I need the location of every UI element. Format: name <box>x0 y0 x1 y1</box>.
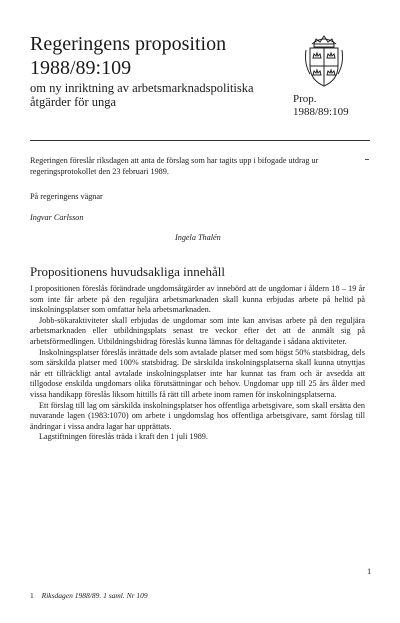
summary-paragraph: Ett förslag till lag om särskilda inskolningsplatser hos offentliga arbetsgivare, som skall ersätta den nuvarande lagen (1983:1070) om arbete i ungdomslag hos offentliga arbetsgivare, samt förslag till ändringar i vissa andra lagar har upprättats. <box>30 400 365 431</box>
document-subtitle: om ny inriktning av arbetsmarknadspolitiska åtgärder för unga <box>30 81 254 109</box>
summary-paragraph: Jobb-sökaraktiviteter skall erbjudas de ungdomar som inte kan anvisas arbete på den reguljära arbetsmarknaden eller utbildningsplats senast tre veckor efter det att de anmält sig på arbetsförmedlingen. Utbildningsbidrag föreslås kunna lämnas för deltagande i sådana aktiviteter. <box>30 315 365 346</box>
summary-body <box>30 284 365 443</box>
intro-text: Regeringen föreslår riksdagen att anta de förslag som har tagits upp i bifogade utdrag ur regeringsprotokollet den 23 februari 1989. <box>30 156 319 176</box>
margin-mark <box>365 159 369 160</box>
signature-minister: Ingela Thalén <box>175 233 221 242</box>
prop-label: Prop. <box>293 93 317 105</box>
footer-reference: Riksdagen 1988/89. 1 saml. Nr 109 <box>41 591 148 600</box>
document-title: Regeringens proposition <box>30 33 227 55</box>
footer-number: 1 <box>30 591 34 600</box>
summary-heading: Propositionens huvudsakliga innehåll <box>30 264 225 279</box>
summary-paragraph: I propositionen föreslås förändrade ungdomsåtgärder av innebörd att de ungdomar i åldern 18 – 19 år som inte får arbete på den reguljära arbetsmarknaden skall kunna erbjudas arbete på heltid på inskolningsplatser som omfattar hela arbetsmarknaden. <box>30 284 365 315</box>
summary-paragraph: Inskolningsplatser föreslås inrättade dels som avtalade platser med som högst 50% statsbidrag, dels som särskilda platser med 100% statsbidrag. De särskilda inskolningsplatserna skall kunna utnyttjas när ett tillräckligt antal avtalade inskolningsplatser inte har kunnat tas fram och är avsedda att tillgodose enskilda ungdomars olika förutsättningar och behov. Ungdomar upp till 25 års ålder med vissa handikapp föreslås liksom hittills få rätt till arbete inom ramen för inskolningsplatserna. <box>30 347 365 399</box>
prop-reference <box>293 93 349 118</box>
behalf-line: På regeringens vägnar <box>30 192 103 201</box>
signature-prime-minister: Ingvar Carlsson <box>30 213 84 222</box>
document-number: 1988/89:109 <box>30 57 132 79</box>
header-divider <box>30 140 370 141</box>
footer <box>30 591 148 600</box>
prop-number: 1988/89:109 <box>293 105 349 118</box>
summary-paragraph: Lagstiftningen föreslås träda i kraft den 1 juli 1989. <box>39 432 208 442</box>
page-number: 1 <box>367 566 372 576</box>
swedish-coat-of-arms-icon <box>302 30 346 88</box>
